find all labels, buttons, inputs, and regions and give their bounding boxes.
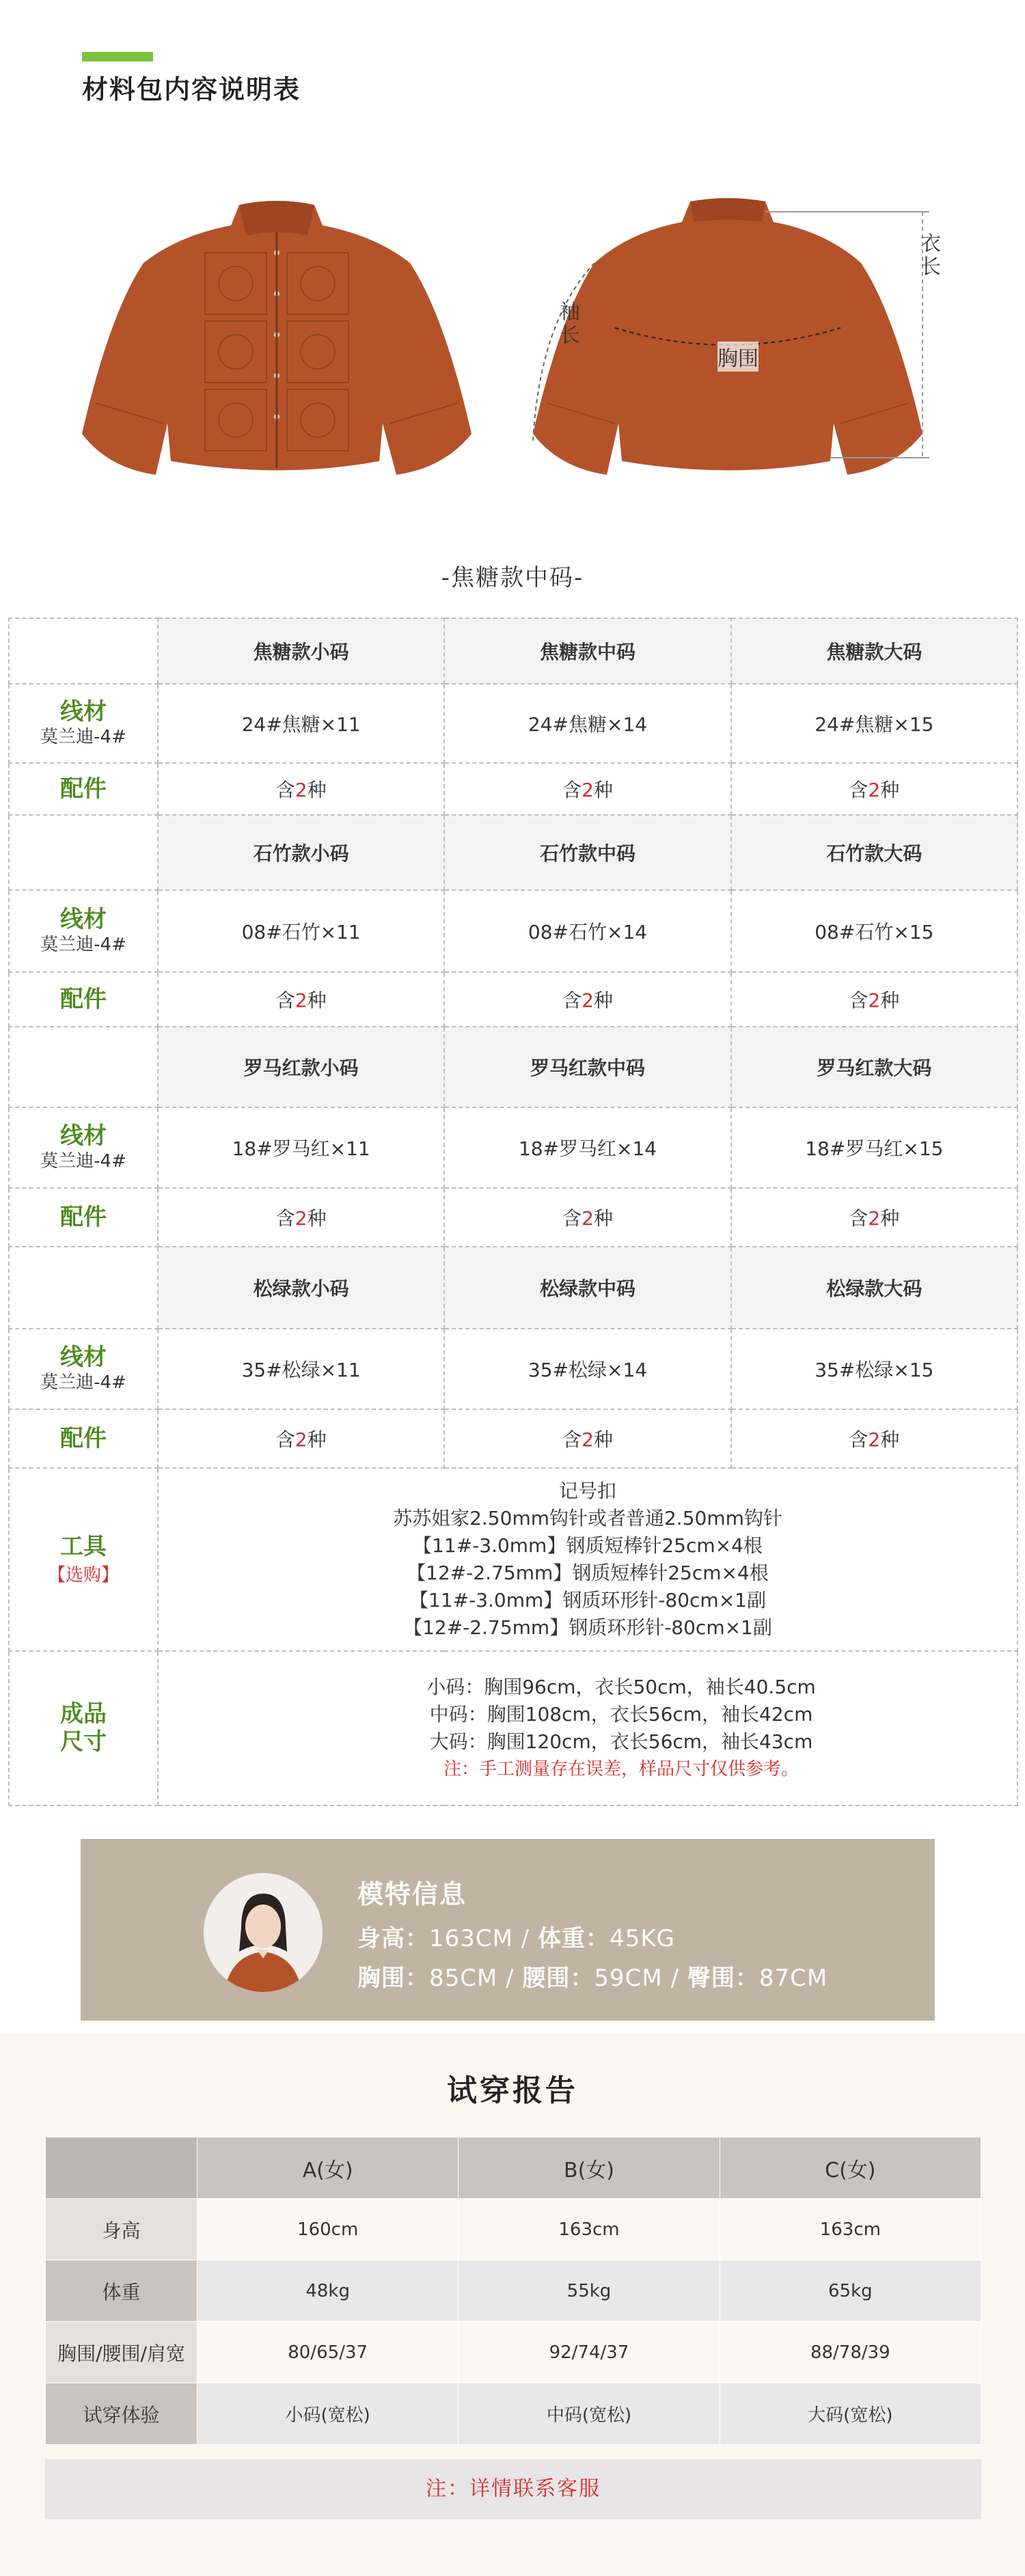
report-cell: 55kg (459, 2260, 720, 2322)
report-cell: 88/78/39 (720, 2322, 981, 2383)
model-height-weight: 身高：163CM / 体重：45KG (357, 1925, 675, 1952)
size-header: 焦糖款小码 (158, 618, 444, 684)
report-row-experience (46, 2383, 981, 2445)
row-header: 胸围/腰围/肩宽 (46, 2322, 197, 2383)
size-header: 焦糖款大码 (731, 618, 1017, 684)
report-row-measurements (46, 2322, 981, 2383)
yarn-value: 24#焦糖×15 (731, 684, 1017, 763)
model-avatar (204, 1873, 323, 1992)
size-header: 罗马红款大码 (731, 1027, 1017, 1107)
tool-item: 【11#-3.0mm】钢质短棒针25cm×4根 (413, 1534, 763, 1557)
contact-note: 注：详情联系客服 (45, 2459, 981, 2519)
parts-row (9, 1188, 1017, 1247)
yarn-value: 08#石竹×14 (444, 890, 730, 972)
report-cell: 65kg (720, 2260, 981, 2322)
size-header: 焦糖款中码 (444, 618, 730, 684)
size-line: 小码：胸围96cm，衣长50cm，袖长40.5cm (426, 1676, 816, 1698)
tool-item: 【12#-2.75mm】钢质环形针-80cm×1副 (403, 1616, 772, 1639)
report-cell: 中码(宽松) (459, 2383, 720, 2445)
column-header: B(女) (459, 2137, 720, 2199)
header-accent-bar (82, 52, 153, 61)
tool-item: 【11#-3.0mm】钢质环形针-80cm×1副 (409, 1589, 766, 1611)
yarn-value: 35#松绿×11 (158, 1329, 444, 1409)
model-measurements: 胸围：85CM / 腰围：59CM / 臀围：87CM (357, 1965, 828, 1992)
parts-label: 配件 (9, 1409, 158, 1468)
yarn-value: 08#石竹×11 (158, 890, 444, 972)
report-cell: 163cm (459, 2199, 720, 2260)
report-row-weight (46, 2260, 981, 2322)
row-header: 体重 (46, 2260, 197, 2322)
size-header: 石竹款大码 (731, 815, 1017, 890)
parts-row (9, 763, 1017, 815)
parts-value: 含2种 (731, 1409, 1017, 1468)
parts-value: 含2种 (731, 1188, 1017, 1247)
column-header: A(女) (197, 2137, 459, 2199)
yarn-label: 线材 莫兰迪-4# (9, 684, 158, 763)
tool-item: 苏苏姐家2.50mm钩针或者普通2.50mm钩针 (393, 1507, 782, 1529)
yarn-row (9, 1107, 1017, 1188)
report-cell: 小码(宽松) (197, 2383, 459, 2445)
yarn-row (9, 1329, 1017, 1409)
size-header: 松绿款大码 (731, 1247, 1017, 1329)
image-caption: -焦糖款中码- (441, 564, 584, 592)
report-cell: 80/65/37 (197, 2322, 459, 2383)
header-row-roman-red (9, 1027, 1017, 1107)
finished-size-label: 成品 尺寸 (9, 1651, 158, 1805)
report-cell: 大码(宽松) (720, 2383, 981, 2445)
header-row-shizhu (9, 815, 1017, 890)
fit-report-title: 试穿报告 (447, 2073, 578, 2108)
parts-value: 含2种 (158, 1409, 444, 1468)
yarn-value: 08#石竹×15 (731, 890, 1017, 972)
parts-value: 含2种 (444, 763, 730, 815)
yarn-value: 18#罗马红×14 (444, 1107, 730, 1188)
finished-sizes-row (9, 1651, 1017, 1805)
tool-item: 【12#-2.75mm】钢质短棒针25cm×4根 (407, 1562, 769, 1584)
column-header: C(女) (720, 2137, 981, 2199)
cardigan-front-image (75, 198, 478, 485)
report-cell: 48kg (197, 2260, 459, 2322)
size-header: 松绿款中码 (444, 1247, 730, 1329)
yarn-row (9, 890, 1017, 972)
yarn-row (9, 684, 1017, 763)
report-cell: 92/74/37 (459, 2322, 720, 2383)
parts-value: 含2种 (444, 1188, 730, 1247)
report-cell: 163cm (720, 2199, 981, 2260)
parts-value: 含2种 (158, 972, 444, 1027)
parts-value: 含2种 (444, 972, 730, 1027)
report-cell: 160cm (197, 2199, 459, 2260)
report-row-height (46, 2199, 981, 2260)
parts-row (9, 1409, 1017, 1468)
parts-label: 配件 (9, 763, 158, 815)
parts-value: 含2种 (158, 763, 444, 815)
sleeve-length-label: 袖长 (556, 301, 579, 347)
fit-report-table (45, 2137, 981, 2445)
fit-report-section (0, 2033, 1025, 2576)
row-header: 试穿体验 (46, 2383, 197, 2445)
report-header-row (46, 2137, 981, 2199)
yarn-label: 线材 莫兰迪-4# (9, 1107, 158, 1188)
size-header: 石竹款中码 (444, 815, 730, 890)
yarn-value: 35#松绿×14 (444, 1329, 730, 1409)
chest-label: 胸围 (718, 342, 758, 372)
yarn-value: 18#罗马红×11 (158, 1107, 444, 1188)
yarn-value: 18#罗马红×15 (731, 1107, 1017, 1188)
yarn-value: 24#焦糖×14 (444, 684, 730, 763)
header-row-caramel (9, 618, 1017, 684)
yarn-value: 24#焦糖×11 (158, 684, 444, 763)
size-line: 大码：胸围120cm，衣长56cm，袖长43cm (429, 1730, 813, 1753)
parts-label: 配件 (9, 1188, 158, 1247)
tool-item: 记号扣 (558, 1480, 616, 1502)
size-header: 石竹款小码 (158, 815, 444, 890)
yarn-label: 线材 莫兰迪-4# (9, 890, 158, 972)
yarn-label: 线材 莫兰迪-4# (9, 1329, 158, 1409)
finished-sizes-list (158, 1651, 1017, 1805)
tools-label: 工具 【选购】 (9, 1468, 158, 1651)
model-info-card (81, 1839, 935, 2021)
parts-value: 含2种 (444, 1409, 730, 1468)
size-header: 罗马红款小码 (158, 1027, 444, 1107)
materials-table (8, 618, 1018, 1806)
size-header: 罗马红款中码 (444, 1027, 730, 1107)
size-disclaimer: 注：手工测量存在误差，样品尺寸仅供参考。 (443, 1759, 799, 1779)
page-title: 材料包内容说明表 (82, 74, 301, 105)
parts-value: 含2种 (158, 1188, 444, 1247)
body-length-label: 衣长 (916, 232, 940, 279)
tools-list (158, 1468, 1017, 1651)
row-header: 身高 (46, 2199, 197, 2260)
parts-label: 配件 (9, 972, 158, 1027)
size-header: 松绿款小码 (158, 1247, 444, 1329)
parts-value: 含2种 (731, 763, 1017, 815)
model-info-title: 模特信息 (357, 1879, 467, 1909)
tools-row (9, 1468, 1017, 1651)
model-portrait-icon (204, 1873, 323, 1992)
yarn-value: 35#松绿×15 (731, 1329, 1017, 1409)
parts-value: 含2种 (731, 972, 1017, 1027)
size-line: 中码：胸围108cm，衣长56cm，袖长42cm (429, 1703, 813, 1726)
header-row-pine-green (9, 1247, 1017, 1329)
parts-row (9, 972, 1017, 1027)
